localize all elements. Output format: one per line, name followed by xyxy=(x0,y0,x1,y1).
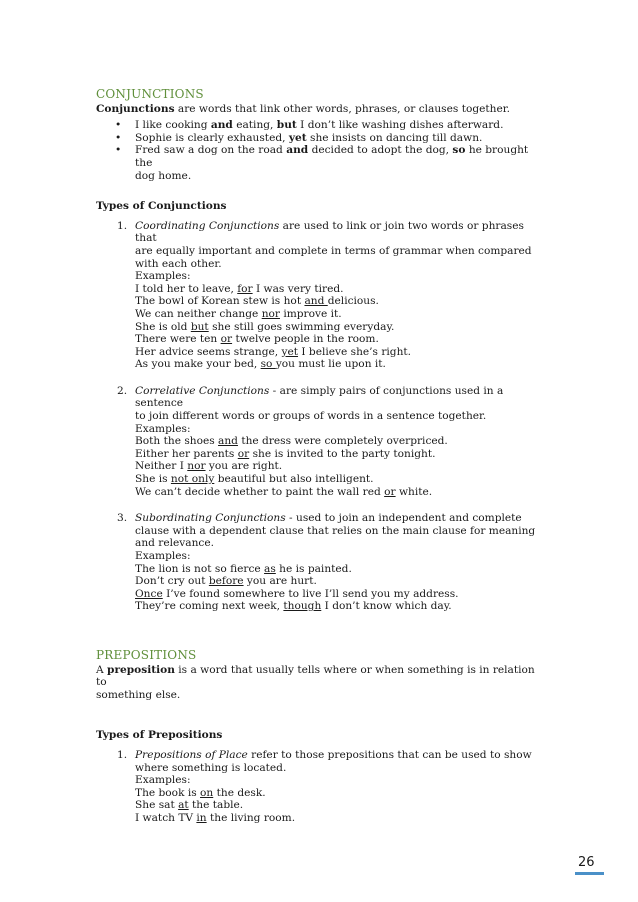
example-line xyxy=(135,563,546,576)
text: We can neither change xyxy=(135,307,262,320)
term-preposition: preposition xyxy=(107,663,175,676)
example-line xyxy=(135,799,546,812)
text: Either her parents xyxy=(135,447,238,460)
text: clause with a dependent clause that relies on the main clause for meaning xyxy=(135,524,536,537)
page-number-underline xyxy=(575,872,604,875)
example-line xyxy=(135,600,546,613)
text: are equally important and complete in terms of grammar when compared xyxy=(135,244,532,257)
text: improve it. xyxy=(279,307,342,320)
examples-label: Examples: xyxy=(135,774,191,787)
preposition-types-list xyxy=(96,749,546,825)
type-description xyxy=(135,385,546,410)
underlined-word: before xyxy=(208,575,244,588)
underlined-word: or xyxy=(237,447,250,460)
conjunctions-definition xyxy=(96,103,546,116)
example-line xyxy=(135,473,546,486)
text: to join different words or groups of words in a sentence together. xyxy=(135,410,487,423)
text: white. xyxy=(395,485,433,498)
text: I’ve found somewhere to live I’ll send you my address. xyxy=(162,587,459,600)
example-line xyxy=(135,460,546,473)
examples-label: Examples: xyxy=(135,422,191,435)
text: A xyxy=(96,663,108,676)
text: I don’t know which day. xyxy=(321,600,452,613)
list-number: 1. xyxy=(117,219,128,232)
text: I like cooking xyxy=(135,119,211,132)
prepositions-definition xyxy=(96,664,546,702)
type-item-correlative xyxy=(96,385,546,498)
definition-text: is a word that usually tells where or when something is in relation to xyxy=(96,663,535,689)
conjunction-types-list xyxy=(96,220,546,613)
list-item xyxy=(96,119,546,132)
text: she still goes swimming everyday. xyxy=(208,320,395,333)
text: Both the shoes xyxy=(135,435,219,448)
text: you must lie upon it. xyxy=(275,358,386,371)
conjunction-example-list xyxy=(96,119,546,182)
underlined-word: but xyxy=(190,320,209,333)
text: The lion is not so fierce xyxy=(135,562,265,575)
bold-conjunction: and xyxy=(286,144,309,157)
text: We can’t decide whether to paint the wall red xyxy=(135,485,385,498)
underlined-word: not only xyxy=(170,473,215,486)
type-description xyxy=(135,749,546,762)
example-line xyxy=(135,435,546,448)
underlined-word: nor xyxy=(187,460,206,473)
term-conjunctions: Conjunctions xyxy=(96,102,175,115)
example-line xyxy=(135,295,546,308)
list-number: 2. xyxy=(117,384,128,397)
example-line xyxy=(135,812,546,825)
section-heading-prepositions: PREPOSITIONS xyxy=(96,647,197,662)
example-line xyxy=(135,308,546,321)
text: beautiful but also intelligent. xyxy=(214,473,374,486)
underlined-word: or xyxy=(220,333,233,346)
type-item-coordinating xyxy=(96,220,546,371)
list-item xyxy=(96,132,546,145)
underlined-word: and xyxy=(304,295,328,308)
text: Neither I xyxy=(135,460,188,473)
text: - are simply pairs of conjunctions used in a sentence xyxy=(135,384,504,410)
text: the table. xyxy=(188,799,244,812)
examples-label: Examples: xyxy=(135,550,191,562)
text: with each other. xyxy=(135,257,222,270)
text: where something is located. xyxy=(135,761,287,774)
underlined-word: for xyxy=(237,282,253,295)
example-line xyxy=(135,333,546,346)
example-line xyxy=(135,486,546,499)
text: Her advice seems strange, xyxy=(135,345,282,358)
text: you are hurt. xyxy=(243,575,317,588)
text: he is painted. xyxy=(275,562,352,575)
text: refer to those prepositions that can be used to show xyxy=(247,748,532,761)
text: Fred saw a dog on the road xyxy=(135,144,287,157)
type-name: Coordinating Conjunctions xyxy=(135,219,280,232)
example-line xyxy=(135,283,546,296)
text: dog home. xyxy=(135,169,192,182)
section-heading-conjunctions: CONJUNCTIONS xyxy=(96,87,204,101)
type-description xyxy=(135,512,546,525)
text: something else. xyxy=(96,688,181,701)
text: She sat xyxy=(135,799,179,812)
text: I watch TV xyxy=(135,811,197,824)
underlined-word: or xyxy=(384,485,396,498)
text: eating, xyxy=(232,119,277,132)
text: the desk. xyxy=(213,786,266,799)
text: - used to join an independent and complete xyxy=(285,512,522,525)
text: I told her to leave, xyxy=(135,282,238,295)
example-line xyxy=(135,787,546,800)
text: you are right. xyxy=(205,460,283,473)
types-of-prepositions-heading: Types of Prepositions xyxy=(96,729,223,742)
type-item-subordinating xyxy=(96,512,546,613)
list-number: 3. xyxy=(117,512,128,525)
text: decided to adopt the dog, xyxy=(308,144,453,157)
text: she is invited to the party tonight. xyxy=(249,447,436,460)
type-name: Subordinating Conjunctions xyxy=(135,512,286,525)
page-number: 26 xyxy=(578,855,595,870)
example-line xyxy=(135,588,546,601)
example-line xyxy=(135,346,546,359)
underlined-word: though xyxy=(283,600,322,613)
underlined-word: and xyxy=(218,435,238,448)
underlined-word: at xyxy=(178,799,189,812)
underlined-word: nor xyxy=(261,307,280,320)
text: They’re coming next week, xyxy=(135,600,284,613)
text: I don’t like washing dishes afterward. xyxy=(296,119,504,132)
bold-conjunction: and xyxy=(210,119,233,132)
underlined-word: yet xyxy=(281,345,299,358)
underlined-word: in xyxy=(196,811,207,824)
bold-conjunction: so xyxy=(452,144,466,157)
document-body xyxy=(96,88,546,839)
underlined-word: on xyxy=(200,786,214,799)
type-name: Correlative Conjunctions xyxy=(135,384,270,397)
text: The bowl of Korean stew is hot xyxy=(135,295,305,308)
examples-label: Examples: xyxy=(135,270,191,283)
example-line xyxy=(135,321,546,334)
underlined-word: Once xyxy=(135,587,163,600)
example-line xyxy=(135,358,546,371)
list-item xyxy=(96,144,546,182)
type-name: Prepositions of Place xyxy=(135,748,248,761)
text: The book is xyxy=(135,786,201,799)
bold-conjunction: but xyxy=(276,119,297,132)
text: I was very tired. xyxy=(252,282,344,295)
example-line xyxy=(135,575,546,588)
text: I believe she’s right. xyxy=(298,345,412,358)
underlined-word: as xyxy=(264,562,276,575)
text: As you make your bed, xyxy=(135,358,261,371)
text: Sophie is clearly exhausted, xyxy=(135,131,289,144)
types-of-conjunctions-heading: Types of Conjunctions xyxy=(96,200,227,213)
underlined-word: so xyxy=(260,358,276,371)
text: delicious. xyxy=(327,295,379,308)
text: She is old xyxy=(135,320,191,333)
text: are used to link or join two words or phrases that xyxy=(135,219,524,245)
definition-text: are words that link other words, phrases, or clauses together. xyxy=(174,102,510,115)
text: she insists on dancing till dawn. xyxy=(306,131,483,144)
text: There were ten xyxy=(135,333,221,346)
type-item-place xyxy=(96,749,546,825)
section-spacer xyxy=(96,627,546,649)
text: he brought the xyxy=(135,144,529,169)
bold-conjunction: yet xyxy=(288,131,307,144)
example-line xyxy=(135,448,546,461)
text: Don’t cry out xyxy=(135,575,209,588)
type-description xyxy=(135,220,546,245)
text: and relevance. xyxy=(135,537,214,550)
text: the dress were completely overpriced. xyxy=(237,435,448,448)
text: twelve people in the room. xyxy=(232,333,379,346)
text: the living room. xyxy=(206,811,296,824)
text: She is xyxy=(135,473,171,486)
list-number: 1. xyxy=(117,748,128,761)
